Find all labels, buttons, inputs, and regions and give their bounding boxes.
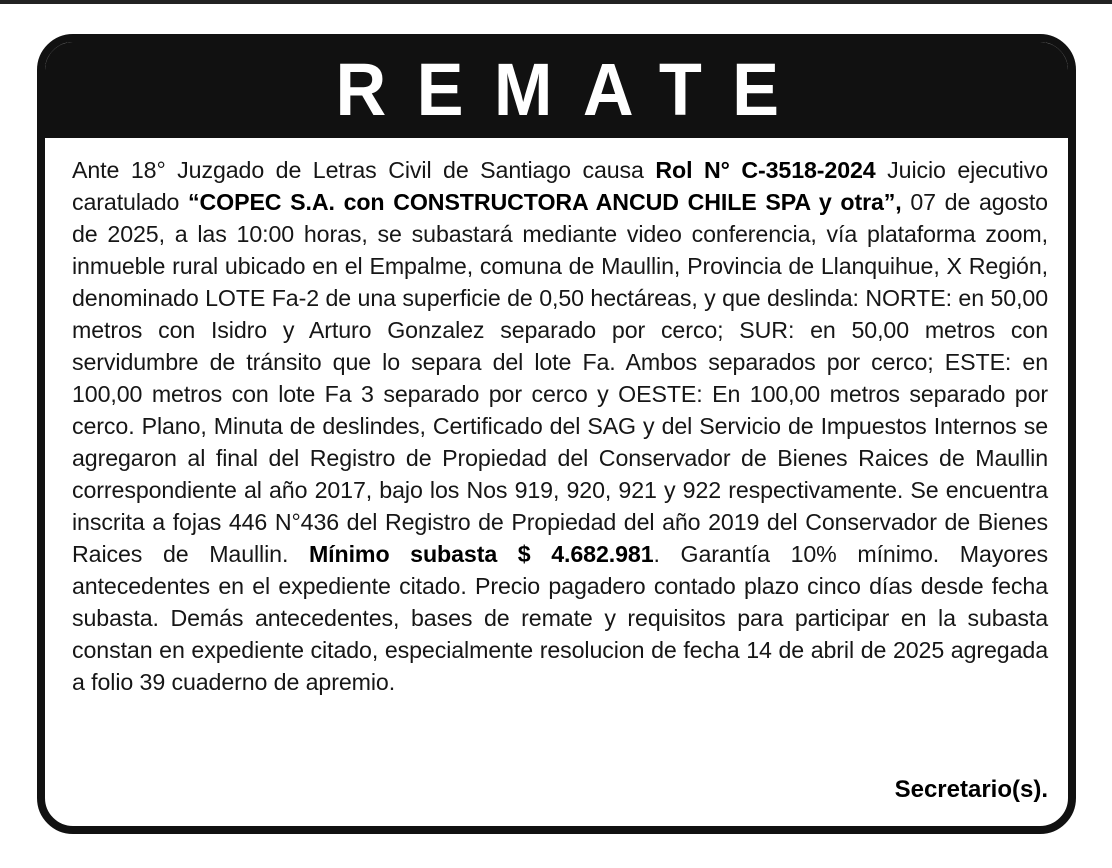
body-text-details: 07 de agosto de 2025, a las 10:00 horas, se subastará mediante video conferencia, vía plataforma zoom, inmueble rural ubicado en el Empalme, comuna de Maullin, Provincia de Llanquihue, X Región, denominado LOTE Fa-2 de una superficie de 0,50 hectáreas, y que deslinda: NORTE: en 50,00 metros con Isidro y Arturo Gonzalez separado por cerco; SUR: en 50,00 metros con servidumbre de tránsito que lo separa del lote Fa. Ambos separados por cerco; ESTE: en 100,00 metros con lote Fa 3 separado por cerco y OESTE: En 100,00 metros separado por cerco. Plano, Minuta de deslindes, Certificado del SAG y del Servicio de Impuestos Internos se agregaron al final del Registro de Propiedad del Conservador de Bienes Raices de Maullin correspondiente al año 2017, bajo los Nos 919, 920, 921 y 922 respectivamente. Se encuentra inscrita a fojas 446 N°436 del Registro de Propiedad del año 2019 del Conservador de Bienes Raices de Maullin.: [72, 189, 1048, 567]
minimum-bid: Mínimo subasta $ 4.682.981: [308, 541, 654, 567]
title-bar: [45, 42, 1068, 138]
body-text-intro: Ante 18° Juzgado de Letras Civil de Santiago causa: [72, 157, 656, 183]
case-caption: “COPEC S.A. con CONSTRUCTORA ANCUD CHILE SPA y otra”,: [188, 189, 902, 215]
signature: Secretario(s).: [894, 776, 1048, 803]
notice-title: REMATE: [335, 48, 810, 131]
top-rule: [0, 0, 1112, 4]
body-text-case-type: Juicio ejecutivo caratulado: [72, 157, 1049, 215]
case-number: Rol N° C-3518-2024: [655, 157, 876, 183]
body-text-conditions: . Garantía 10% mínimo. Mayores antecedentes en el expediente citado. Precio pagadero contado plazo cinco días desde fecha subasta. Demás antecedentes, bases de remate y requisitos para participar en la subasta constan en expediente citado, especialmente resolucion de fecha 14 de abril de 2025 agregada a folio 39 cuaderno de apremio.: [72, 541, 1049, 695]
auction-notice: [37, 34, 1076, 834]
notice-body: [72, 154, 1048, 698]
